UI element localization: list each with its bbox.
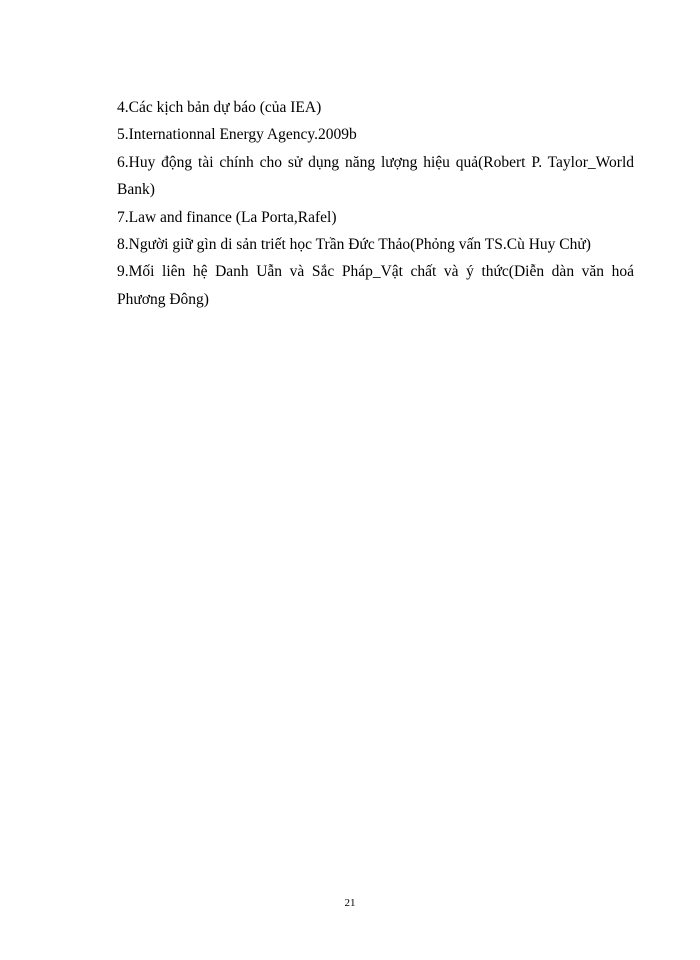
page-number: 21 [344, 897, 356, 909]
reference-item: 7.Law and finance (La Porta,Rafel) [117, 208, 337, 226]
reference-item: 5.Internationnal Energy Agency.2009b [117, 126, 357, 144]
reference-item: 6.Huy động tài chính cho sử dụng năng lượng hiệu quả(Robert P. Taylor_World Bank) [117, 153, 634, 199]
reference-list [117, 94, 634, 313]
reference-item: 9.Mối liên hệ Danh Uẫn và Sắc Pháp_Vật chất và ý thức(Diễn dàn văn hoá Phương Đông) [117, 263, 634, 308]
reference-item: 8.Người giữ gìn di sản triết học Trần Đức Thảo(Phỏng vấn TS.Cù Huy Chử) [117, 236, 591, 254]
reference-item: 4.Các kịch bản dự báo (của IEA) [117, 99, 322, 116]
